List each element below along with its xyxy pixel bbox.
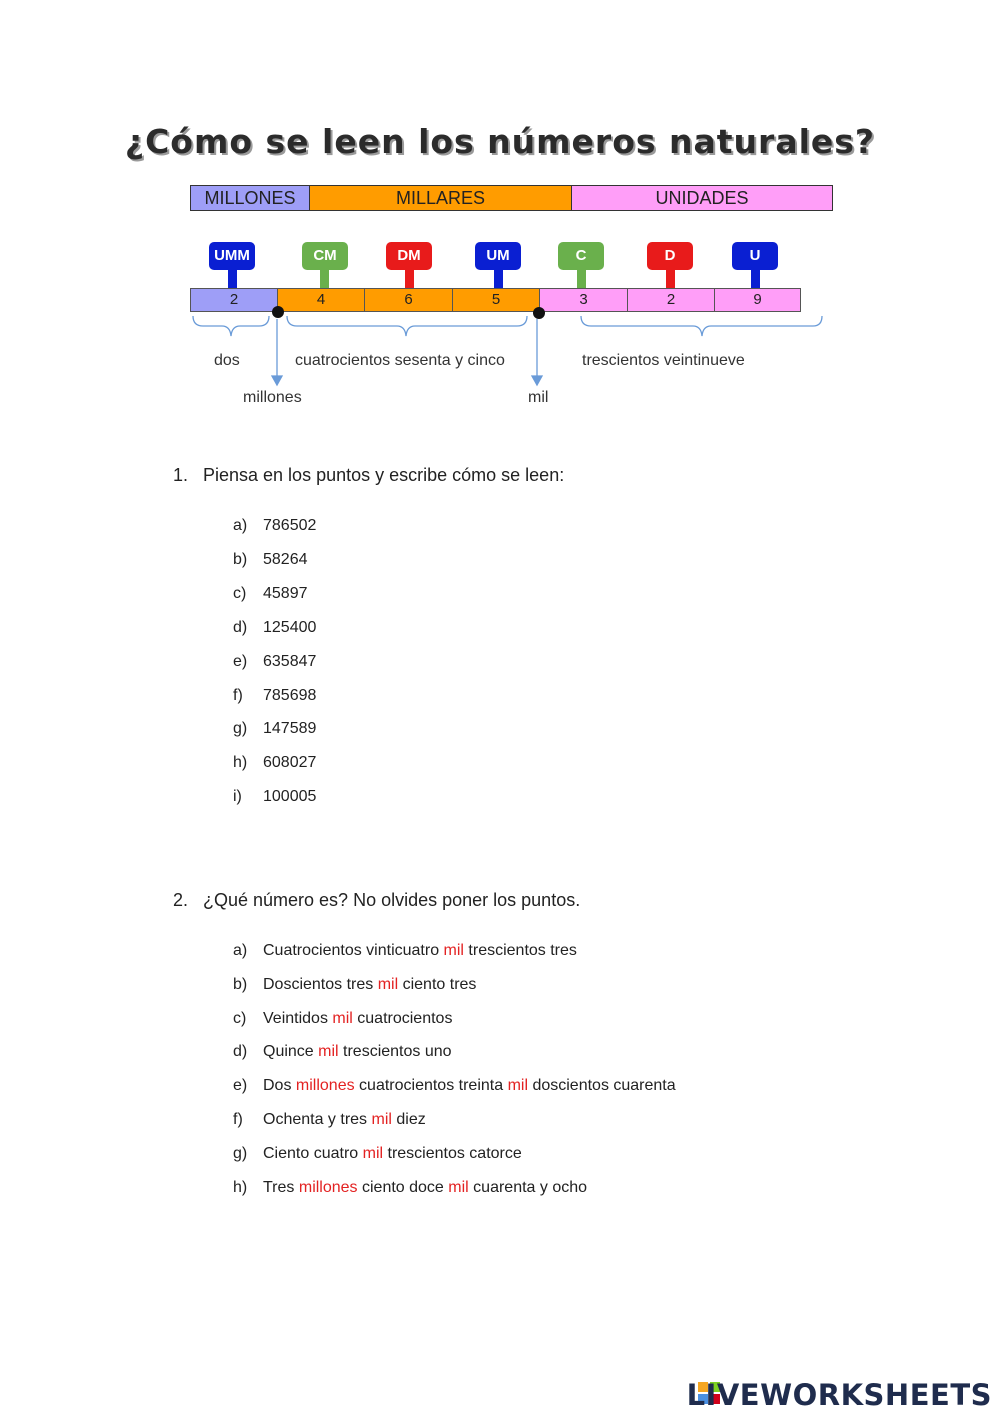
brace-millares <box>287 316 527 336</box>
list-item <box>233 687 316 705</box>
item-letter: g) <box>233 1144 248 1162</box>
item-number: 786502 <box>263 517 317 534</box>
item-number: 608027 <box>263 754 317 772</box>
list-item <box>233 754 316 772</box>
item-text: trescientos tres <box>463 942 577 959</box>
item-text: cuarenta y ocho <box>468 1178 588 1196</box>
item-number: 100005 <box>263 788 317 806</box>
digit-cell-cm: 4 <box>277 288 365 312</box>
arrow-down-icon <box>272 376 282 385</box>
arrow-down-icon <box>532 376 542 385</box>
item-text: diez <box>391 1111 426 1128</box>
item-letter: b) <box>233 975 248 993</box>
list-item <box>233 653 316 671</box>
liveworksheets-logo-text: LIVEWORKSHEETS <box>686 1378 992 1412</box>
item-text: Ciento cuatro <box>263 1144 363 1162</box>
item-text: Doscientos tres <box>263 975 378 993</box>
item-letter: h) <box>233 1178 248 1196</box>
tag-stem <box>666 270 675 290</box>
list-item <box>233 1145 522 1163</box>
item-letter: a) <box>233 942 248 959</box>
item-letter: f) <box>233 1111 243 1128</box>
item-text: Ochenta y tres <box>263 1111 372 1128</box>
page-title: ¿Cómo se leen los números naturales? <box>124 122 876 161</box>
list-item <box>233 720 316 738</box>
reading-millones: dos <box>214 352 240 369</box>
dot-millones <box>272 306 284 318</box>
item-text: Veintidos <box>263 1009 333 1027</box>
digit-cell-umm: 2 <box>190 288 278 312</box>
item-letter: g) <box>233 720 248 738</box>
list-item <box>233 551 308 569</box>
item-text: trescientos uno <box>338 1043 452 1061</box>
tag-um: UM <box>475 242 521 270</box>
list-item <box>233 1043 452 1061</box>
highlight-word: mil <box>507 1077 528 1095</box>
highlight-word: mil <box>443 942 464 959</box>
highlight-word: mil <box>448 1178 469 1196</box>
list-item <box>233 976 476 994</box>
reading-millares: cuatrocientos sesenta y cinco <box>295 352 505 369</box>
tag-umm: UMM <box>209 242 255 270</box>
tag-stem <box>494 270 503 290</box>
item-number: 125400 <box>263 618 317 636</box>
tag-cm: CM <box>302 242 348 270</box>
pointer-label-mil: mil <box>528 389 549 406</box>
item-letter: b) <box>233 550 248 568</box>
highlight-word: mil <box>377 975 399 993</box>
pointer-label-millones: millones <box>243 389 302 406</box>
brace-millones <box>193 316 269 336</box>
list-item <box>233 942 577 960</box>
list-item <box>233 788 316 806</box>
grouping-braces-diagram <box>0 300 1000 390</box>
item-text: cuatrocientos treinta <box>354 1077 508 1095</box>
item-text: ciento tres <box>398 975 477 993</box>
tag-stem <box>405 270 414 290</box>
item-letter: i) <box>233 788 242 806</box>
dot-mil <box>533 307 545 319</box>
item-number: 147589 <box>263 720 317 738</box>
list-item <box>233 1077 676 1095</box>
item-letter: e) <box>233 1077 248 1095</box>
digit-cell-dm: 6 <box>364 288 453 312</box>
item-letter: c) <box>233 1009 247 1027</box>
list-item <box>233 517 316 535</box>
item-letter: c) <box>233 584 247 602</box>
digit-cell-c: 3 <box>539 288 628 312</box>
band-millares: MILLARES <box>309 185 572 211</box>
question-1-text: Piensa en los puntos y escribe cómo se leen: <box>203 465 565 485</box>
item-number: 635847 <box>263 652 317 670</box>
question-2-number: 2. <box>173 890 189 910</box>
list-item <box>233 1010 452 1028</box>
tag-c: C <box>558 242 604 270</box>
item-letter: f) <box>233 686 243 704</box>
item-number: 45897 <box>263 584 308 602</box>
list-item <box>233 1179 587 1197</box>
item-letter: e) <box>233 652 248 670</box>
reading-unidades: trescientos veintinueve <box>582 352 745 369</box>
digit-cell-um: 5 <box>452 288 540 312</box>
band-millones: MILLONES <box>190 185 310 211</box>
item-text: trescientos catorce <box>383 1144 522 1162</box>
question-2-text: ¿Qué número es? No olvides poner los puntos. <box>203 890 581 910</box>
highlight-word: mil <box>332 1009 353 1027</box>
item-letter: h) <box>233 754 248 772</box>
tag-u: U <box>732 242 778 270</box>
highlight-word: mil <box>371 1111 392 1128</box>
digit-cell-u: 9 <box>714 288 801 312</box>
band-unidades: UNIDADES <box>571 185 833 211</box>
tag-stem <box>751 270 760 290</box>
item-text: Tres <box>263 1178 299 1196</box>
highlight-word: mil <box>318 1043 339 1061</box>
question-1-number: 1. <box>173 465 189 485</box>
item-text: Quince <box>263 1043 319 1061</box>
list-item <box>233 1111 426 1129</box>
item-text: ciento doce <box>357 1178 449 1196</box>
list-item <box>233 585 308 603</box>
highlight-word: millones <box>298 1178 358 1196</box>
tag-stem <box>577 270 586 290</box>
item-letter: a) <box>233 517 248 534</box>
item-number: 785698 <box>263 686 317 704</box>
tag-d: D <box>647 242 693 270</box>
item-letter: d) <box>233 1043 248 1061</box>
list-item <box>233 619 316 637</box>
item-text: Cuatrocientos vinticuatro <box>263 942 444 959</box>
item-text: Dos <box>263 1077 296 1095</box>
item-letter: d) <box>233 618 248 636</box>
digit-cell-d: 2 <box>627 288 715 312</box>
highlight-word: millones <box>295 1077 355 1095</box>
brace-unidades <box>581 316 822 336</box>
tag-stem <box>228 270 237 290</box>
tag-stem <box>320 270 329 290</box>
item-number: 58264 <box>263 550 308 568</box>
item-text: doscientos cuarenta <box>528 1077 676 1095</box>
highlight-word: mil <box>362 1144 384 1162</box>
tag-dm: DM <box>386 242 432 270</box>
item-text: cuatrocientos <box>352 1009 453 1027</box>
